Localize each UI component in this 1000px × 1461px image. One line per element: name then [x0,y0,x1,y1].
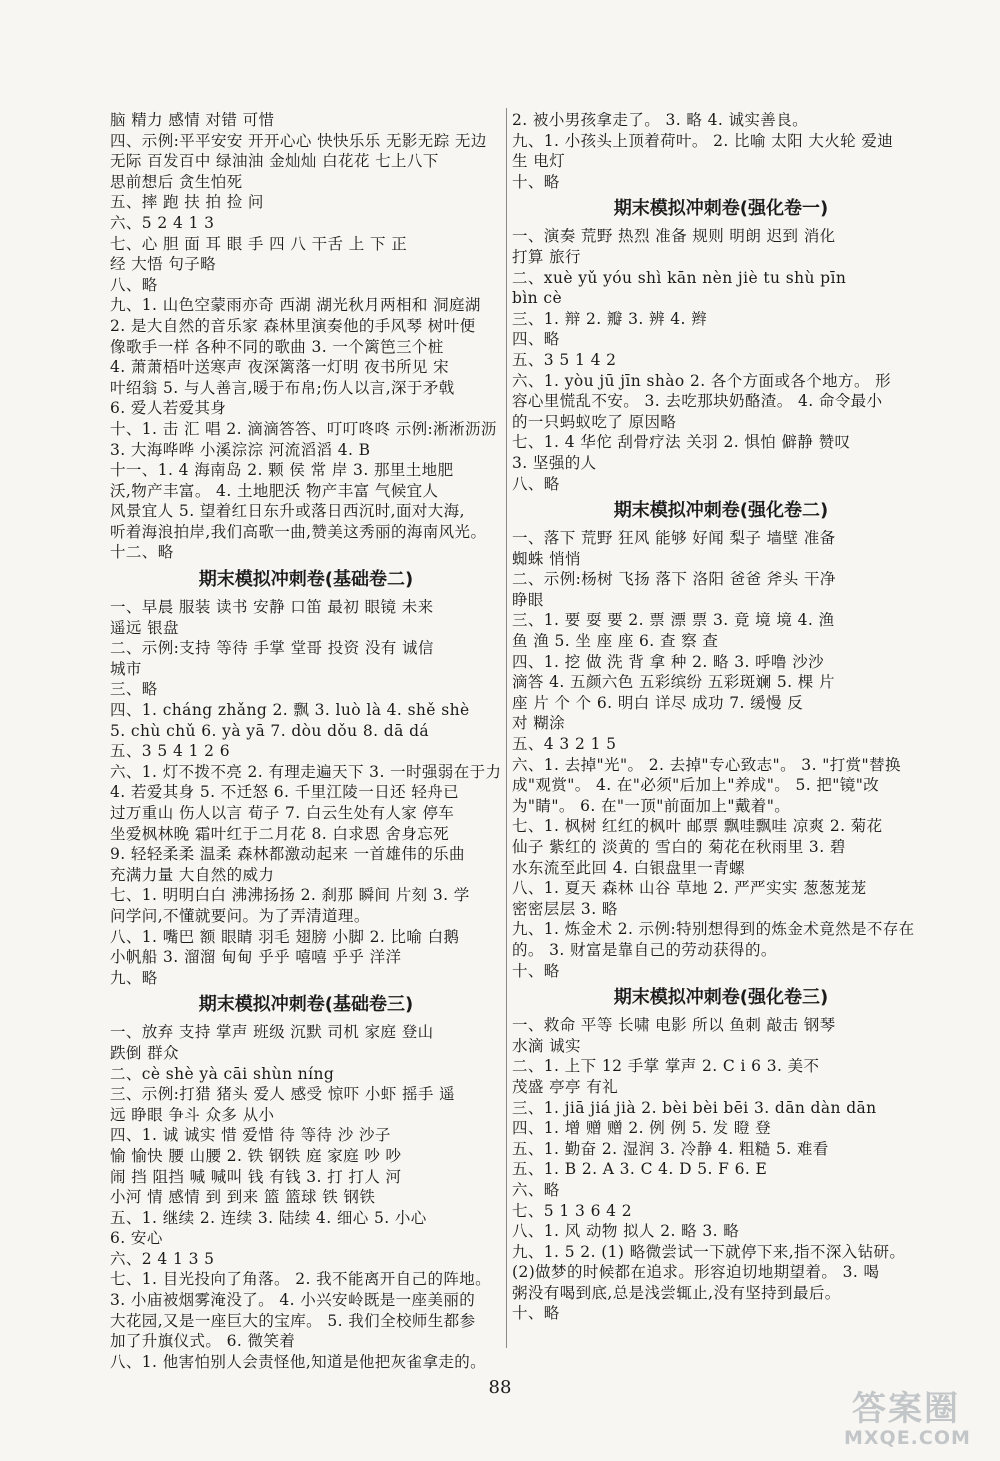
right-answer-column [512,110,930,1324]
answer-line: 城市 [110,659,142,678]
answer-line: 十、1. 击 汇 唱 2. 滴滴答答、叮叮咚咚 示例:淅淅沥沥 [110,419,497,438]
answer-line: 跌倒 群众 [110,1043,179,1062]
answer-line: 三、1. 辩 2. 瓣 3. 辨 4. 辫 [512,309,708,328]
answer-line: 六、1. yòu jū jīn shào 2. 各个方面或各个地方。 形 [512,371,892,390]
answer-line: 水东流至此回 4. 白银盘里一青螺 [512,858,745,877]
answer-line: 五、1. B 2. A 3. C 4. D 5. F 6. E [512,1160,768,1179]
answer-line: 打算 旅行 [512,247,581,266]
answer-line: 六、1. 去掉"光"。 2. 去掉"专心致志"。 3. "打赏"替换 [512,755,901,774]
answer-line: 愉 愉快 腰 山腰 2. 铁 钢铁 庭 家庭 吵 吵 [110,1146,402,1165]
answer-line: 粥没有喝到底,总是浅尝辄止,没有坚持到最后。 [512,1283,841,1302]
answer-line: 小帆船 3. 溜溜 甸甸 乎乎 嘻嘻 乎乎 洋洋 [110,948,402,967]
answer-line: 一、演奏 荒野 热烈 准备 规则 明朗 迟到 消化 [512,227,836,246]
answer-line: 水滴 诚实 [512,1036,581,1055]
answer-line: 九、1. 小孩头上顶着荷叶。 2. 比喻 太阳 大火轮 爱迪 [512,131,894,150]
answer-line: 二、示例:支持 等待 手掌 堂哥 投资 没有 诚信 [110,639,434,658]
answer-line: 睁眼 [512,590,544,609]
answer-line: 八、略 [110,275,158,294]
answer-line: 四、1. cháng zhǎng 2. 飘 3. luò là 4. shě shè [110,701,470,720]
answer-line: 七、1. 4 华佗 刮骨疗法 关羽 2. 惧怕 僻静 赞叹 [512,433,851,452]
section-heading: 期末模拟冲刺卷(强化卷二) [613,500,829,522]
answer-line: 4. 萧萧梧叶送寒声 夜深篱落一灯明 夜书所见 宋 [110,358,449,377]
answer-line: 过万重山 伤人以言 荀子 7. 白云生处有人家 停车 [110,804,455,822]
answer-line: 八、1. 夏天 森林 山谷 草地 2. 严严实实 葱葱茏茏 [512,879,867,898]
answer-line: 九、1. 山色空蒙雨亦奇 西湖 湖光秋月两相和 洞庭湖 [110,296,481,315]
answer-line: 容心里慌乱不安。 3. 去吃那块奶酪渣。 4. 命令最小 [512,392,883,411]
answer-line: 6. 爱人若爱其身 [110,399,227,418]
answer-line: 生 电灯 [512,152,566,171]
answer-line: (2)做梦的时候都在追求。形容迫切地期望着。 3. 喝 [512,1263,880,1282]
answer-line: 四、示例:平平安安 开开心心 快快乐乐 无影无踪 无边 [110,131,487,150]
answer-line: 七、1. 明明白白 沸沸扬扬 2. 刹那 瞬间 片刻 3. 学 [110,886,470,905]
answer-line: 充满力量 大自然的威力 [110,865,275,884]
answer-line: 八、1. 他害怕别人会责怪他,知道是他把灰雀拿走的。 [110,1352,487,1371]
answer-line: 像歌手一样 各种不同的歌曲 3. 一个篱笆三个桩 [110,337,444,356]
answer-line: 六、略 [512,1180,560,1199]
watermark-logo [842,1375,992,1455]
answer-line: 坐爱枫林晚 霜叶红于二月花 8. 白求恩 舍身忘死 [110,824,449,843]
answer-line: 3. 大海哗哗 小溪淙淙 河流滔滔 4. B [110,440,371,459]
answer-line: 三、示例:打猎 猪头 爱人 感受 惊吓 小虾 摇手 遥 [110,1085,456,1104]
answer-line: 八、1. 嘴巴 额 眼睛 羽毛 翅膀 小脚 2. 比喻 白鹅 [110,927,460,946]
answer-line: 一、放弃 支持 掌声 班级 沉默 司机 家庭 登山 [110,1023,434,1042]
column-divider [506,108,507,1348]
answer-line: 茂盛 亭亭 有礼 [512,1077,619,1096]
answer-line: 五、1. 继续 2. 连续 3. 陆续 4. 细心 5. 小心 [110,1208,427,1227]
answer-line: 一、落下 荒野 狂风 能够 好闻 梨子 墙壁 准备 [512,529,836,548]
answer-line: 十、略 [512,1304,560,1323]
answer-line: 五、3 5 4 1 2 6 [110,742,231,761]
page-number: 88 [488,1377,512,1398]
section-heading: 期末模拟冲刺卷(强化卷一) [613,198,829,220]
answer-line: 九、略 [110,968,158,987]
answer-line: 五、3 5 1 4 2 [512,350,617,369]
answer-line: 经 大悟 句子略 [110,255,217,274]
answer-line: 四、1. 诚 诚实 惜 爱惜 待 等待 沙 沙子 [110,1126,391,1145]
answer-line: 二、示例:杨树 飞扬 落下 洛阳 爸爸 斧头 干净 [512,570,836,589]
answer-line: 十二、略 [110,543,174,562]
answer-line: 三、略 [110,680,158,699]
answer-line: 七、5 1 3 6 4 2 [512,1201,633,1220]
section-heading: 期末模拟冲刺卷(基础卷二) [198,569,414,591]
answer-line: 滴答 4. 五颜六色 五彩缤纷 五彩斑斓 5. 棵 片 [512,673,835,692]
answer-line: 2. 被小男孩拿走了。 3. 略 4. 诚实善良。 [512,111,809,129]
answer-line: 二、xuè yǔ yóu shì kān nèn jiè tu shù pīn [512,268,847,287]
section-heading: 期末模拟冲刺卷(强化卷三) [613,987,829,1009]
watermark-title: 答案圈 [852,1389,960,1429]
answer-line: 七、1. 枫树 红红的枫叶 邮票 飘哇飘哇 凉爽 2. 菊花 [512,817,883,836]
answer-line: 八、略 [512,474,560,493]
left-answer-column [110,110,502,1372]
answer-line: 六、2 4 1 3 5 [110,1249,215,1268]
answer-line: 十一、1. 4 海南岛 2. 颗 侯 常 岸 3. 那里土地肥 [110,461,454,480]
answer-line: 为"睛"。 6. 在"一顶"前面加上"戴着"。 [512,796,791,815]
answer-line: 七、心 胆 面 耳 眼 手 四 八 干舌 上 下 正 [110,234,408,253]
answer-line: 鱼 渔 5. 坐 座 座 6. 查 察 查 [512,632,719,651]
answer-line: 听着海浪拍岸,我们高歌一曲,赞美这秀丽的海南风光。 [110,522,487,541]
answer-line: 六、1. 灯不拨不亮 2. 有理走遍天下 3. 一时强弱在于力 [110,762,502,781]
answer-line: 五、摔 跑 扶 拍 捡 问 [110,193,264,212]
answer-line: 6. 安心 [110,1229,163,1248]
answer-line: 十、略 [512,961,560,980]
answer-line: 3. 坚强的人 [512,453,597,472]
answer-line: 二、1. 上下 12 手掌 掌声 2. C i 6 3. 美不 [512,1057,820,1076]
answer-line: 五、1. 勤奋 2. 湿润 3. 冷静 4. 粗糙 5. 难看 [512,1139,829,1158]
answer-line: 蜘蛛 悄悄 [512,549,581,568]
answer-line: 对 糊涂 [512,714,566,733]
answer-line: 四、略 [512,330,560,349]
answer-line: 2. 是大自然的音乐家 森林里演奏他的手风琴 树叶便 [110,316,476,335]
answer-line: 思前想后 贪生怕死 [110,172,243,191]
answer-line: 座 片 个 个 6. 明白 详尽 成功 7. 缓慢 反 [512,693,804,712]
answer-line: 大花园,又是一座巨大的宝库。 5. 我们全校师生都参 [110,1311,476,1330]
answer-line: 三、1. 要 耍 要 2. 票 漂 票 3. 竟 境 境 4. 渔 [512,611,835,630]
answer-line: 的。 3. 财富是靠自己的劳动获得的。 [512,940,777,959]
answer-line: 四、1. 挖 做 洗 背 拿 种 2. 略 3. 呼噜 沙沙 [512,652,825,671]
answer-line: 七、1. 目光投向了角落。 2. 我不能离开自己的阵地。 [110,1270,492,1289]
answer-line: 一、早晨 服装 读书 安静 口笛 最初 眼镜 未来 [110,598,434,617]
answer-line: 闹 挡 阻挡 喊 喊叫 钱 有钱 3. 打 打人 河 [110,1167,402,1186]
answer-line: 四、1. 增 赠 赠 2. 例 例 5. 发 瞪 登 [512,1119,772,1138]
watermark-url: MXQE.COM [844,1427,971,1449]
answer-line: 九、1. 5 2. (1) 略微尝试一下就停下来,指不深入钻研。 [512,1242,906,1261]
answer-line: 成"观赏"。 4. 在"必须"后加上"养成"。 5. 把"镜"改 [512,776,880,795]
answer-line: 一、救命 平等 长啸 电影 所以 鱼刺 敲击 钢琴 [512,1016,836,1035]
answer-line: 八、1. 风 动物 拟人 2. 略 3. 略 [512,1222,740,1241]
answer-line: 无际 百发百中 绿油油 金灿灿 白花花 七上八下 [110,152,439,171]
answer-line: 远 睁眼 争斗 众多 从小 [110,1105,275,1124]
answer-line: 的一只蚂蚁吃了 原因略 [512,412,677,431]
answer-line: 三、1. jiā jiá jià 2. bèi bèi bēi 3. dān dàn dān [512,1098,877,1117]
answer-line: 遥远 银盘 [110,618,179,637]
answer-line: 小河 情 感情 到 到来 篮 篮球 铁 钢铁 [110,1188,376,1207]
answer-line: 加了升旗仪式。 6. 微笑着 [110,1332,296,1351]
answer-line: 密密层层 3. 略 [512,899,618,918]
answer-line: 二、cè shè yà cāi shùn níng [110,1064,335,1083]
answer-line: 九、1. 炼金术 2. 示例:特别想得到的炼金术竟然是不存在 [512,920,915,939]
answer-line: 脑 精力 感情 对错 可惜 [110,111,275,129]
answer-line: 9. 轻轻柔柔 温柔 森林都激动起来 一首雄伟的乐曲 [110,845,465,864]
answer-line: 4. 若爱其身 5. 不迁怒 6. 千里江陵一日还 轻舟已 [110,783,460,802]
answer-line: 问学问,不懂就要问。为了弄清道理。 [110,906,370,925]
answer-line: bìn cè [512,289,563,308]
answer-line: 风景宜人 5. 望着红日东升或落日西沉时,面对大海, [110,502,465,521]
answer-line: 六、5 2 4 1 3 [110,213,215,232]
answer-line: 仙子 紫红的 淡黄的 雪白的 菊花在秋雨里 3. 碧 [512,838,846,856]
answer-line: 十、略 [512,172,560,191]
answer-line: 3. 小庙被烟雾淹没了。 4. 小兴安岭既是一座美丽的 [110,1291,476,1310]
answer-line: 沃,物产丰富。 4. 土地肥沃 物产丰富 气候宜人 [110,481,439,500]
answer-line: 5. chù chǔ 6. yà yā 7. dòu dǒu 8. dā dá [110,721,430,740]
answer-line: 五、4 3 2 1 5 [512,735,617,754]
section-heading: 期末模拟冲刺卷(基础卷三) [198,994,414,1016]
answer-line: 叶绍翁 5. 与人善言,暖于布帛;伤人以言,深于矛戟 [110,378,455,397]
